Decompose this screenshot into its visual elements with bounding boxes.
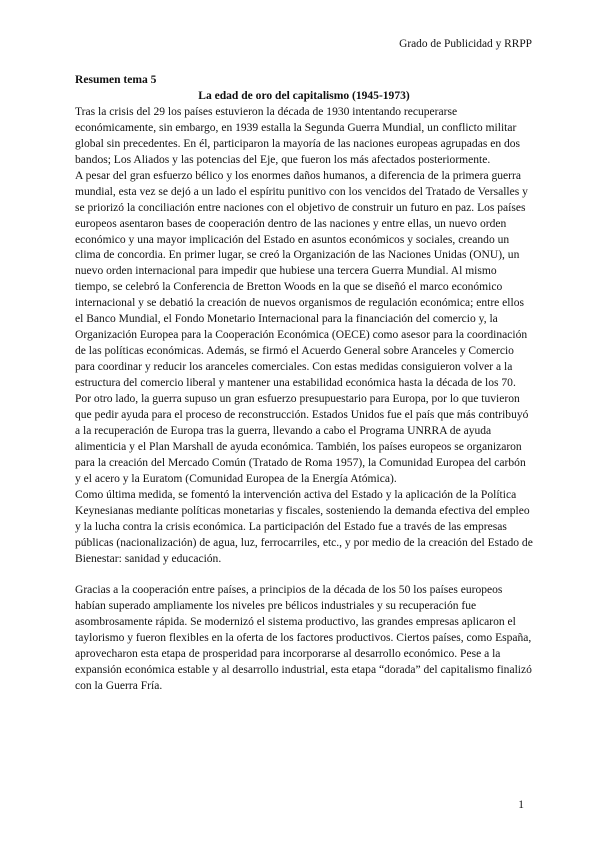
document-title: La edad de oro del capitalismo (1945-1973) bbox=[198, 89, 410, 102]
summary-heading: Resumen tema 5 bbox=[75, 74, 157, 86]
paragraph-5: Gracias a la cooperación entre países, a principios de la década de los 50 los países europeos habían superado ampliamente los niveles pre bélicos industriales y su recuperación fue asombrosamente rápida. Se modernizó el sistema productivo, las grandes empresas aplicaron el taylorismo y fueron flexibles en la oferta de los factores productivos. Ciertos países, como España, aprovecharon esta etapa de prosperidad para incorporarse al desarrollo económico. Pese a la expansión económica estable y al desarrollo industrial, esta etapa “dorada” del capitalismo finalizó con la Guerra Fría. bbox=[75, 584, 532, 692]
document-body bbox=[75, 73, 533, 695]
page-number: 1 bbox=[518, 799, 524, 811]
paragraph-3: Por otro lado, la guerra supuso un gran esfuerzo presupuestario para Europa, por lo que tuvieron que pedir ayuda para el proceso de reconstrucción. Estados Unidos fue el país que más contribuyó a la recuperación de Europa tras la guerra, llevando a cabo el Programa UNRRA de ayuda alimenticia y el Plan Marshall de ayuda económica. También, los países europeos se organizaron para la creación del Mercado Común (Tratado de Roma 1957), la Comunidad Europea del carbón y el acero y la Euratom (Comunidad Europea de la Energía Atómica). bbox=[75, 393, 529, 485]
paragraph-1: Tras la crisis del 29 los países estuvieron la década de 1930 intentando recuperarse económicamente, sin embargo, en 1939 estalla la Segunda Guerra Mundial, un conflicto militar global sin precedentes. En él, participaron la mayoría de las naciones europeas agrupadas en dos bandos; Los Aliados y las potencias del Eje, que fueron los más afectados posteriormente. bbox=[75, 105, 521, 166]
paragraph-2: A pesar del gran esfuerzo bélico y los enormes daños humanos, a diferencia de la primera guerra mundial, esta vez se dejó a un lado el espíritu punitivo con los vencidos del Tratado de Versalles y se priorizó la conciliación entre naciones con el objetivo de construir un futuro en paz. Los países europeos asentaron bases de cooperación dentro de las naciones y entre ellas, un nuevo orden económico y una mayor implicación del Estado en asuntos económicos y sociales, creando un clima de concordia. En primer lugar, se creó la Organización de las Naciones Unidas (ONU), un nuevo orden internacional para impedir que hubiese una tercera Guerra Mundial. Al mismo tiempo, se celebró la Conferencia de Bretton Woods en la que se diseñó el marco económico internacional y se debatió la creación de nuevos organismos de regulación económica; entre ellos el Banco Mundial, el Fondo Monetario Internacional para la financiación del comercio y, la Organización Europea para la Cooperación Económica (OECE) como asesor para la coordinación de las políticas económicas. Además, se firmó el Acuerdo General sobre Aranceles y Comercio para coordinar y reducir los aranceles comerciales. Con estas medidas consiguieron volver a la estructura del comercio liberal y mantener una estabilidad económica hasta la década de los 70. bbox=[75, 169, 528, 390]
page-header: Grado de Publicidad y RRPP bbox=[399, 38, 532, 50]
paragraph-4: Como última medida, se fomentó la intervención activa del Estado y la aplicación de la Política Keynesianas mediante políticas monetarias y fiscales, sosteniendo la demanda efectiva del empleo y la lucha contra la crisis económica. La participación del Estado fue a través de las empresas públicas (nacionalización) de agua, luz, ferrocarriles, etc., y por medio de la creación del Estado de Bienestar: sanidad y educación. bbox=[75, 488, 533, 565]
